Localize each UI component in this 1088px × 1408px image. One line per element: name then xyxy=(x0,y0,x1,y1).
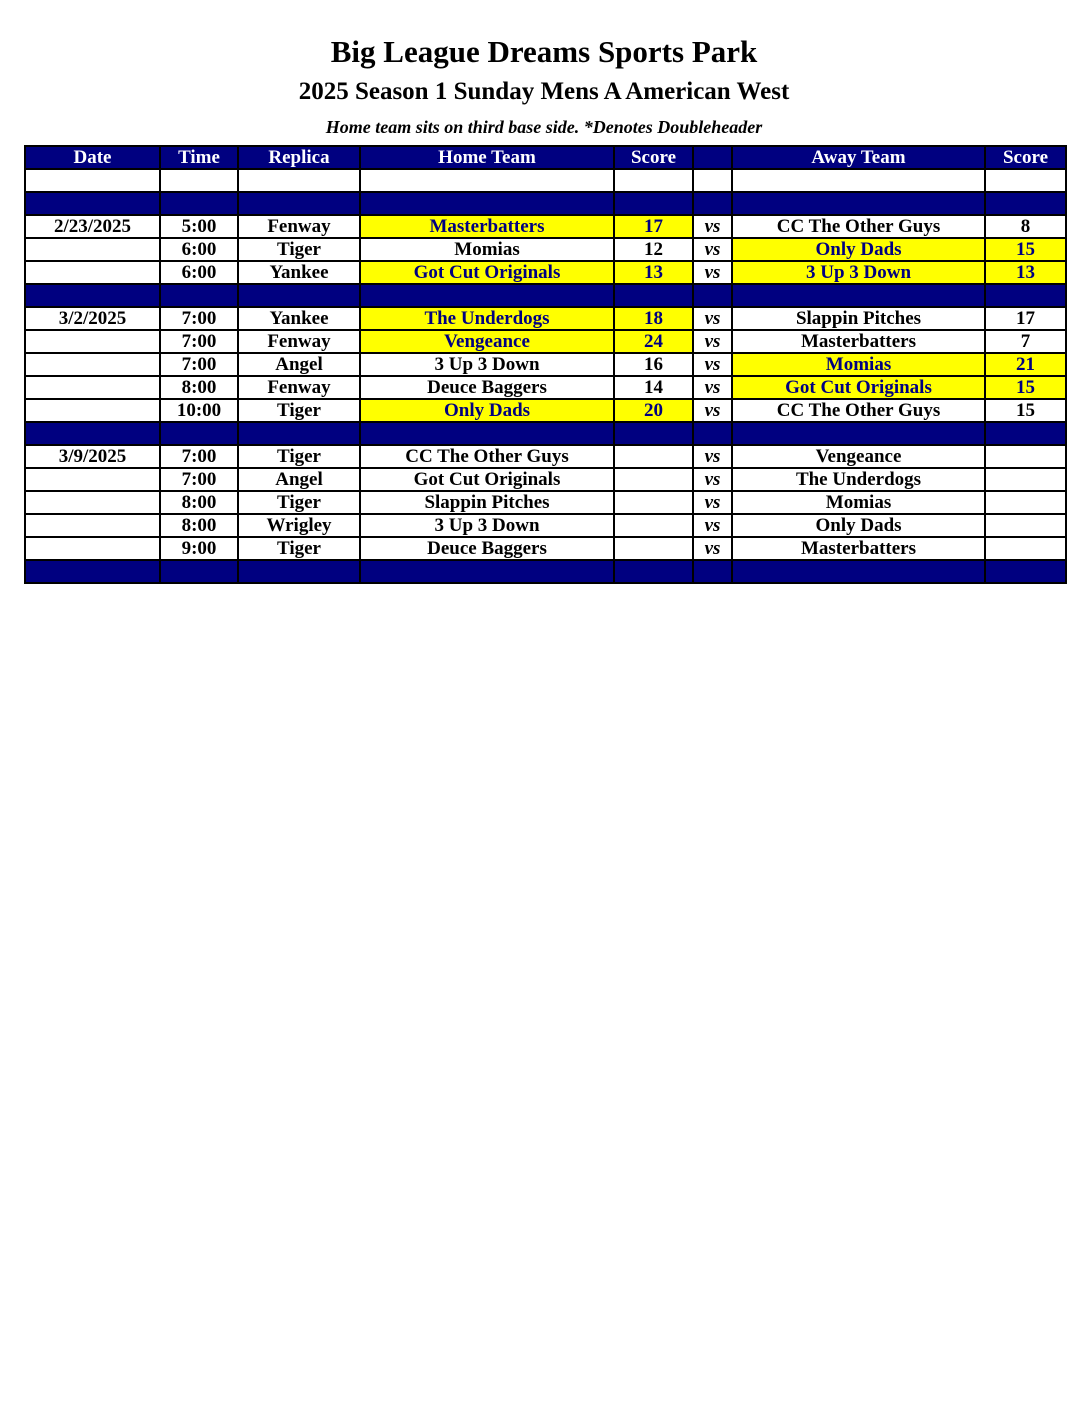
home-score-cell: 13 xyxy=(614,261,693,284)
empty-cell xyxy=(614,169,693,192)
date-cell xyxy=(25,399,160,422)
home-score-cell: 14 xyxy=(614,376,693,399)
empty-cell xyxy=(693,192,732,215)
home-team-cell: 3 Up 3 Down xyxy=(360,353,614,376)
away-score-cell xyxy=(985,514,1066,537)
home-score-cell xyxy=(614,537,693,560)
empty-cell xyxy=(360,169,614,192)
empty-cell xyxy=(25,284,160,307)
game-row xyxy=(25,491,1066,514)
time-cell: 5:00 xyxy=(160,215,238,238)
time-cell: 10:00 xyxy=(160,399,238,422)
replica-cell: Tiger xyxy=(238,491,360,514)
date-cell: 2/23/2025 xyxy=(25,215,160,238)
time-cell: 7:00 xyxy=(160,353,238,376)
col-header-vs xyxy=(693,146,732,169)
time-cell: 8:00 xyxy=(160,376,238,399)
col-header-date: Date xyxy=(25,146,160,169)
col-header-away-score: Score xyxy=(985,146,1066,169)
empty-cell xyxy=(985,422,1066,445)
empty-cell xyxy=(160,560,238,583)
away-score-cell: 15 xyxy=(985,238,1066,261)
header-row xyxy=(25,146,1066,169)
vs-cell: vs xyxy=(693,238,732,261)
time-cell: 7:00 xyxy=(160,445,238,468)
replica-cell: Fenway xyxy=(238,330,360,353)
game-row xyxy=(25,376,1066,399)
home-team-cell: The Underdogs xyxy=(360,307,614,330)
game-row xyxy=(25,238,1066,261)
vs-cell: vs xyxy=(693,491,732,514)
date-cell xyxy=(25,330,160,353)
replica-cell: Yankee xyxy=(238,261,360,284)
empty-cell xyxy=(238,192,360,215)
empty-cell xyxy=(985,284,1066,307)
date-cell xyxy=(25,491,160,514)
empty-cell xyxy=(160,192,238,215)
vs-cell: vs xyxy=(693,468,732,491)
vs-cell: vs xyxy=(693,514,732,537)
home-team-cell: Got Cut Originals xyxy=(360,261,614,284)
replica-cell: Fenway xyxy=(238,215,360,238)
vs-cell: vs xyxy=(693,261,732,284)
home-team-cell: Got Cut Originals xyxy=(360,468,614,491)
away-team-cell: Masterbatters xyxy=(732,537,985,560)
col-header-home-score: Score xyxy=(614,146,693,169)
page-subtitle: 2025 Season 1 Sunday Mens A American West xyxy=(298,78,790,105)
time-cell: 8:00 xyxy=(160,514,238,537)
empty-cell xyxy=(238,284,360,307)
vs-cell: vs xyxy=(693,215,732,238)
home-score-cell: 18 xyxy=(614,307,693,330)
away-team-cell: CC The Other Guys xyxy=(732,215,985,238)
vs-cell: vs xyxy=(693,399,732,422)
replica-cell: Yankee xyxy=(238,307,360,330)
replica-cell: Tiger xyxy=(238,537,360,560)
empty-cell xyxy=(693,560,732,583)
time-cell: 6:00 xyxy=(160,238,238,261)
empty-cell xyxy=(614,192,693,215)
empty-cell xyxy=(985,169,1066,192)
away-team-cell: The Underdogs xyxy=(732,468,985,491)
time-cell: 6:00 xyxy=(160,261,238,284)
empty-cell xyxy=(732,422,985,445)
home-team-cell: CC The Other Guys xyxy=(360,445,614,468)
date-cell xyxy=(25,261,160,284)
home-score-cell: 24 xyxy=(614,330,693,353)
away-score-cell: 21 xyxy=(985,353,1066,376)
col-header-home-team: Home Team xyxy=(360,146,614,169)
time-cell: 9:00 xyxy=(160,537,238,560)
replica-cell: Fenway xyxy=(238,376,360,399)
empty-cell xyxy=(238,560,360,583)
replica-cell: Angel xyxy=(238,468,360,491)
away-score-cell xyxy=(985,445,1066,468)
away-team-cell: Got Cut Originals xyxy=(732,376,985,399)
date-cell: 3/9/2025 xyxy=(25,445,160,468)
home-score-cell: 20 xyxy=(614,399,693,422)
game-row xyxy=(25,514,1066,537)
vs-cell: vs xyxy=(693,353,732,376)
empty-cell xyxy=(25,192,160,215)
date-cell: 3/2/2025 xyxy=(25,307,160,330)
away-score-cell: 7 xyxy=(985,330,1066,353)
game-row xyxy=(25,215,1066,238)
schedule-table xyxy=(24,145,1067,584)
away-score-cell xyxy=(985,537,1066,560)
away-score-cell: 15 xyxy=(985,376,1066,399)
time-cell: 7:00 xyxy=(160,468,238,491)
date-cell xyxy=(25,468,160,491)
away-score-cell xyxy=(985,491,1066,514)
game-row xyxy=(25,330,1066,353)
home-team-cell: Vengeance xyxy=(360,330,614,353)
away-score-cell: 13 xyxy=(985,261,1066,284)
empty-cell xyxy=(614,560,693,583)
separator-row xyxy=(25,560,1066,583)
empty-cell xyxy=(360,422,614,445)
away-score-cell xyxy=(985,468,1066,491)
away-score-cell: 15 xyxy=(985,399,1066,422)
home-team-cell: Deuce Baggers xyxy=(360,376,614,399)
away-team-cell: Only Dads xyxy=(732,238,985,261)
away-team-cell: Masterbatters xyxy=(732,330,985,353)
game-row xyxy=(25,468,1066,491)
home-team-cell: Masterbatters xyxy=(360,215,614,238)
away-team-cell: Slappin Pitches xyxy=(732,307,985,330)
page-title: Big League Dreams Sports Park xyxy=(330,34,758,69)
empty-cell xyxy=(614,284,693,307)
game-row xyxy=(25,307,1066,330)
empty-cell xyxy=(238,169,360,192)
home-score-cell: 16 xyxy=(614,353,693,376)
game-row xyxy=(25,445,1066,468)
replica-cell: Wrigley xyxy=(238,514,360,537)
date-cell xyxy=(25,353,160,376)
replica-cell: Tiger xyxy=(238,399,360,422)
separator-row xyxy=(25,284,1066,307)
home-score-cell xyxy=(614,491,693,514)
away-team-cell: Momias xyxy=(732,491,985,514)
empty-cell xyxy=(238,422,360,445)
home-score-cell xyxy=(614,514,693,537)
date-cell xyxy=(25,376,160,399)
empty-cell xyxy=(693,284,732,307)
empty-cell xyxy=(732,560,985,583)
vs-cell: vs xyxy=(693,537,732,560)
date-cell xyxy=(25,514,160,537)
home-score-cell xyxy=(614,445,693,468)
empty-cell xyxy=(360,192,614,215)
empty-cell xyxy=(985,560,1066,583)
game-row xyxy=(25,261,1066,284)
time-cell: 7:00 xyxy=(160,307,238,330)
replica-cell: Tiger xyxy=(238,445,360,468)
home-score-cell: 17 xyxy=(614,215,693,238)
date-cell xyxy=(25,537,160,560)
home-team-cell: Deuce Baggers xyxy=(360,537,614,560)
game-row xyxy=(25,537,1066,560)
vs-cell: vs xyxy=(693,376,732,399)
away-team-cell: Momias xyxy=(732,353,985,376)
empty-cell xyxy=(732,169,985,192)
away-score-cell: 8 xyxy=(985,215,1066,238)
time-cell: 8:00 xyxy=(160,491,238,514)
separator-row xyxy=(25,192,1066,215)
col-header-away-team: Away Team xyxy=(732,146,985,169)
home-team-cell: Momias xyxy=(360,238,614,261)
home-score-cell: 12 xyxy=(614,238,693,261)
away-team-cell: Only Dads xyxy=(732,514,985,537)
vs-cell: vs xyxy=(693,330,732,353)
away-team-cell: CC The Other Guys xyxy=(732,399,985,422)
empty-cell xyxy=(732,192,985,215)
empty-cell xyxy=(25,422,160,445)
game-row xyxy=(25,399,1066,422)
empty-cell xyxy=(693,422,732,445)
empty-cell xyxy=(25,169,160,192)
empty-cell xyxy=(25,560,160,583)
away-score-cell: 17 xyxy=(985,307,1066,330)
empty-cell xyxy=(693,169,732,192)
away-team-cell: Vengeance xyxy=(732,445,985,468)
empty-cell xyxy=(985,192,1066,215)
empty-cell xyxy=(360,560,614,583)
blank-row xyxy=(25,169,1066,192)
separator-row xyxy=(25,422,1066,445)
home-team-cell: 3 Up 3 Down xyxy=(360,514,614,537)
date-cell xyxy=(25,238,160,261)
home-score-cell xyxy=(614,468,693,491)
vs-cell: vs xyxy=(693,307,732,330)
time-cell: 7:00 xyxy=(160,330,238,353)
game-row xyxy=(25,353,1066,376)
schedule-note: Home team sits on third base side. *Denotes Doubleheader xyxy=(325,117,763,137)
col-header-time: Time xyxy=(160,146,238,169)
empty-cell xyxy=(360,284,614,307)
empty-cell xyxy=(614,422,693,445)
replica-cell: Tiger xyxy=(238,238,360,261)
col-header-replica: Replica xyxy=(238,146,360,169)
vs-cell: vs xyxy=(693,445,732,468)
empty-cell xyxy=(160,284,238,307)
away-team-cell: 3 Up 3 Down xyxy=(732,261,985,284)
empty-cell xyxy=(732,284,985,307)
home-team-cell: Only Dads xyxy=(360,399,614,422)
home-team-cell: Slappin Pitches xyxy=(360,491,614,514)
empty-cell xyxy=(160,169,238,192)
replica-cell: Angel xyxy=(238,353,360,376)
empty-cell xyxy=(160,422,238,445)
